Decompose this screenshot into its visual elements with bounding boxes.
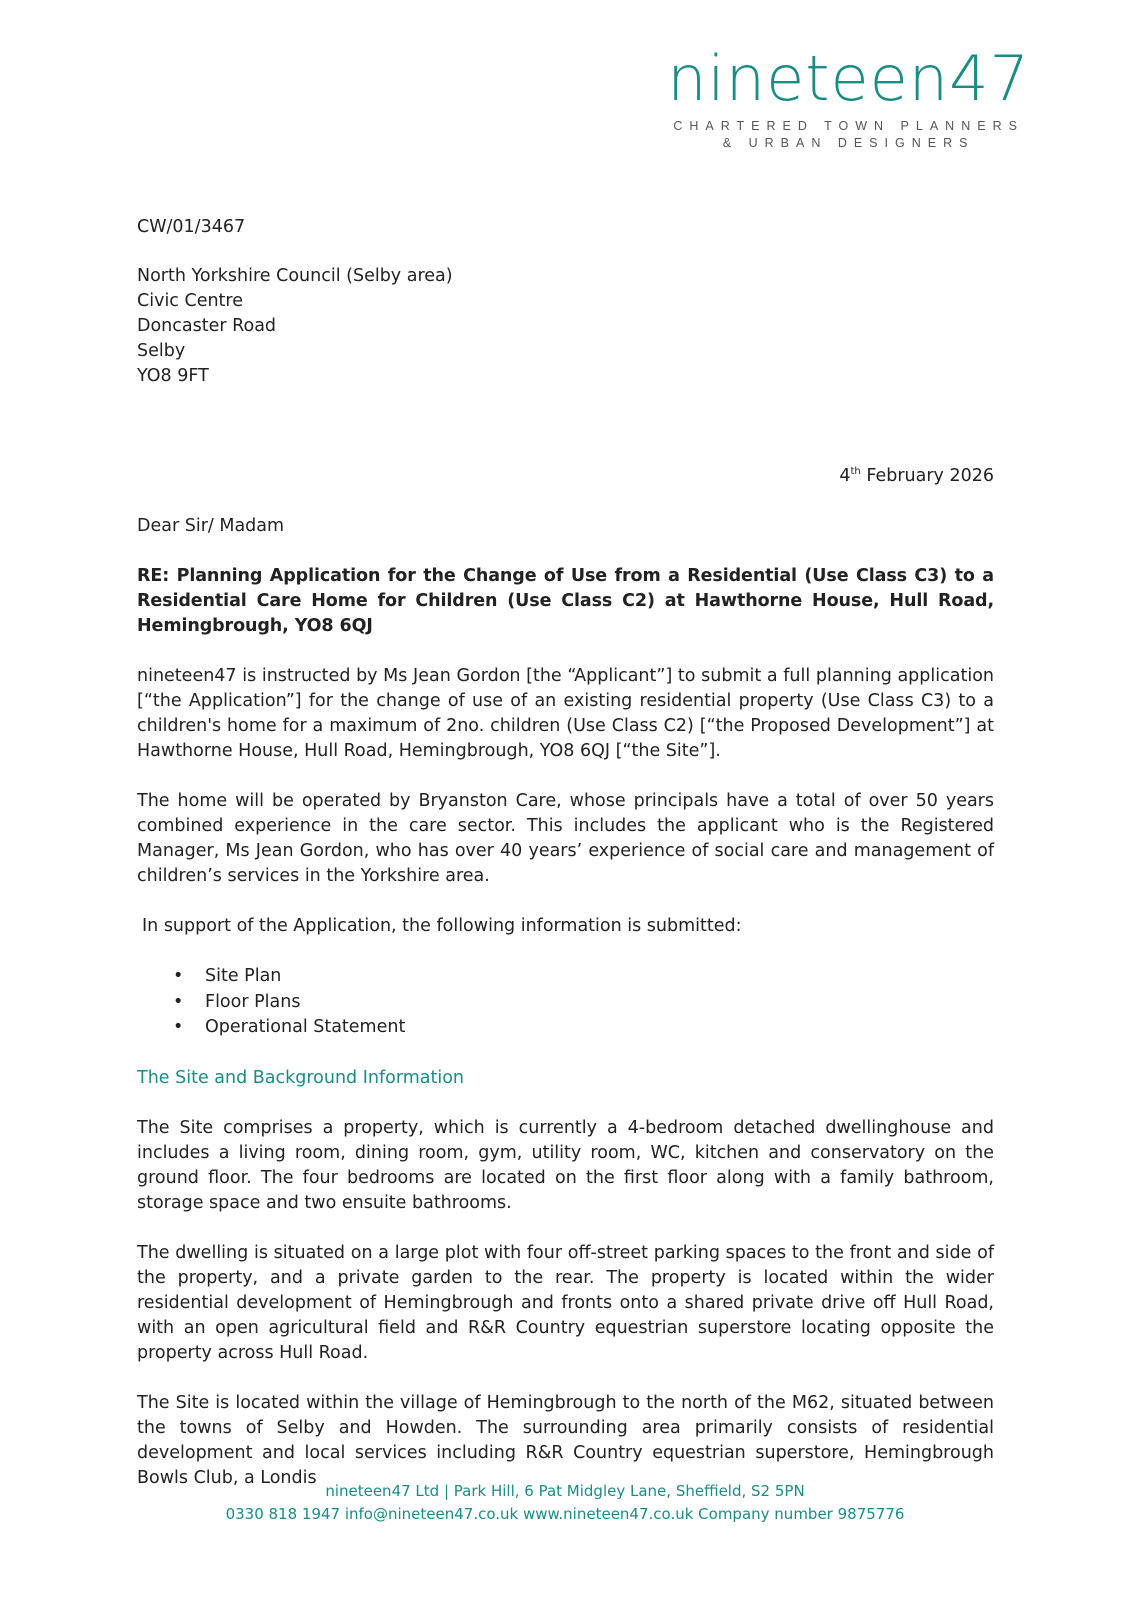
greeting: Dear Sir/ Madam <box>137 516 285 536</box>
bullet-icon: • <box>173 966 184 986</box>
footer-contact: 0330 818 1947 info@nineteen47.co.uk www.nineteen47.co.uk Company number 9875776 <box>225 1505 905 1523</box>
paragraph-location: The Site is located within the village of Hemingbrough to the north of the M62, situated between the towns of Selby and Howden. The surrounding area primarily consists of residential development and local services including R&R Country equestrian superstore, Hemingbrough Bowls Club, a Londis <box>137 1392 994 1488</box>
support-intro: In support of the Application, the following information is submitted: <box>142 916 742 936</box>
submitted-documents-list <box>137 964 994 1041</box>
logo-tagline <box>667 118 1030 152</box>
address-line: YO8 9FT <box>137 366 209 386</box>
bullet-icon: • <box>173 1017 184 1037</box>
paragraph-instruction: nineteen47 is instructed by Ms Jean Gordon [the “Applicant”] to submit a full planning application [“the Application”] for the change of use of an existing residential property (Use Class C3) to a children's home for a maximum of 2no. children (Use Class C2) [“the Proposed Development”] at Hawthorne House, Hull Road, Hemingbrough, YO8 6QJ [“the Site”]. <box>137 666 994 761</box>
list-item <box>173 990 994 1016</box>
list-item <box>173 1015 994 1041</box>
company-logo <box>667 42 1030 152</box>
bullet-icon: • <box>173 991 184 1012</box>
address-line: North Yorkshire Council (Selby area) <box>137 266 453 286</box>
address-line: Civic Centre <box>137 291 243 311</box>
list-item-label: Operational Statement <box>205 1017 406 1037</box>
paragraph-site-description: The Site comprises a property, which is currently a 4-bedroom detached dwellinghouse and includes a living room, dining room, gym, utility room, WC, kitchen and conservatory on the ground floor. The four bedrooms are located on the first floor along with a family bathroom, storage space and two ensuite bathrooms. <box>137 1117 994 1213</box>
logo-tagline-line2: & URBAN DESIGNERS <box>722 136 975 150</box>
paragraph-operator: The home will be operated by Bryanston Care, whose principals have a total of over 50 years combined experience in the care sector. This includes the applicant who is the Registered Manager, Ms Jean Gordon, who has over 40 years’ experience of social care and management of children’s services in the Yorkshire area. <box>137 791 994 886</box>
section-heading: The Site and Background Information <box>137 1067 465 1088</box>
letter-date <box>137 464 994 489</box>
address-line: Doncaster Road <box>137 316 277 336</box>
list-item <box>173 964 994 990</box>
logo-tagline-line1: CHARTERED TOWN PLANNERS <box>673 119 1024 133</box>
paragraph-plot-description: The dwelling is situated on a large plot with four off-street parking spaces to the front and side of the property, and a private garden to the rear. The property is located within the wider residential development of Hemingbrough and fronts onto a shared private drive off Hull Road, with an open agricultural field and R&R Country equestrian superstore locating opposite the property across Hull Road. <box>137 1242 994 1363</box>
date-day: 4 <box>839 466 851 486</box>
subject-line: RE: Planning Application for the Change of Use from a Residential (Use Class C3) to a Residential Care Home for Children (Use Class C2) at Hawthorne House, Hull Road, Hemingbrough, YO8 6QJ <box>137 566 994 636</box>
reference-number: CW/01/3467 <box>137 217 246 237</box>
page-footer <box>0 1480 1130 1526</box>
date-rest: February 2026 <box>860 466 994 486</box>
list-item-label: Site Plan <box>205 966 282 986</box>
list-item-label: Floor Plans <box>205 991 301 1012</box>
letter-body <box>137 215 994 1491</box>
date-suffix: th <box>850 466 861 478</box>
recipient-address <box>137 264 994 389</box>
footer-address: nineteen47 Ltd | Park Hill, 6 Pat Midgley Lane, Sheffield, S2 5PN <box>325 1482 805 1500</box>
address-line: Selby <box>137 341 186 361</box>
logo-wordmark: nineteen47 <box>667 42 1030 115</box>
